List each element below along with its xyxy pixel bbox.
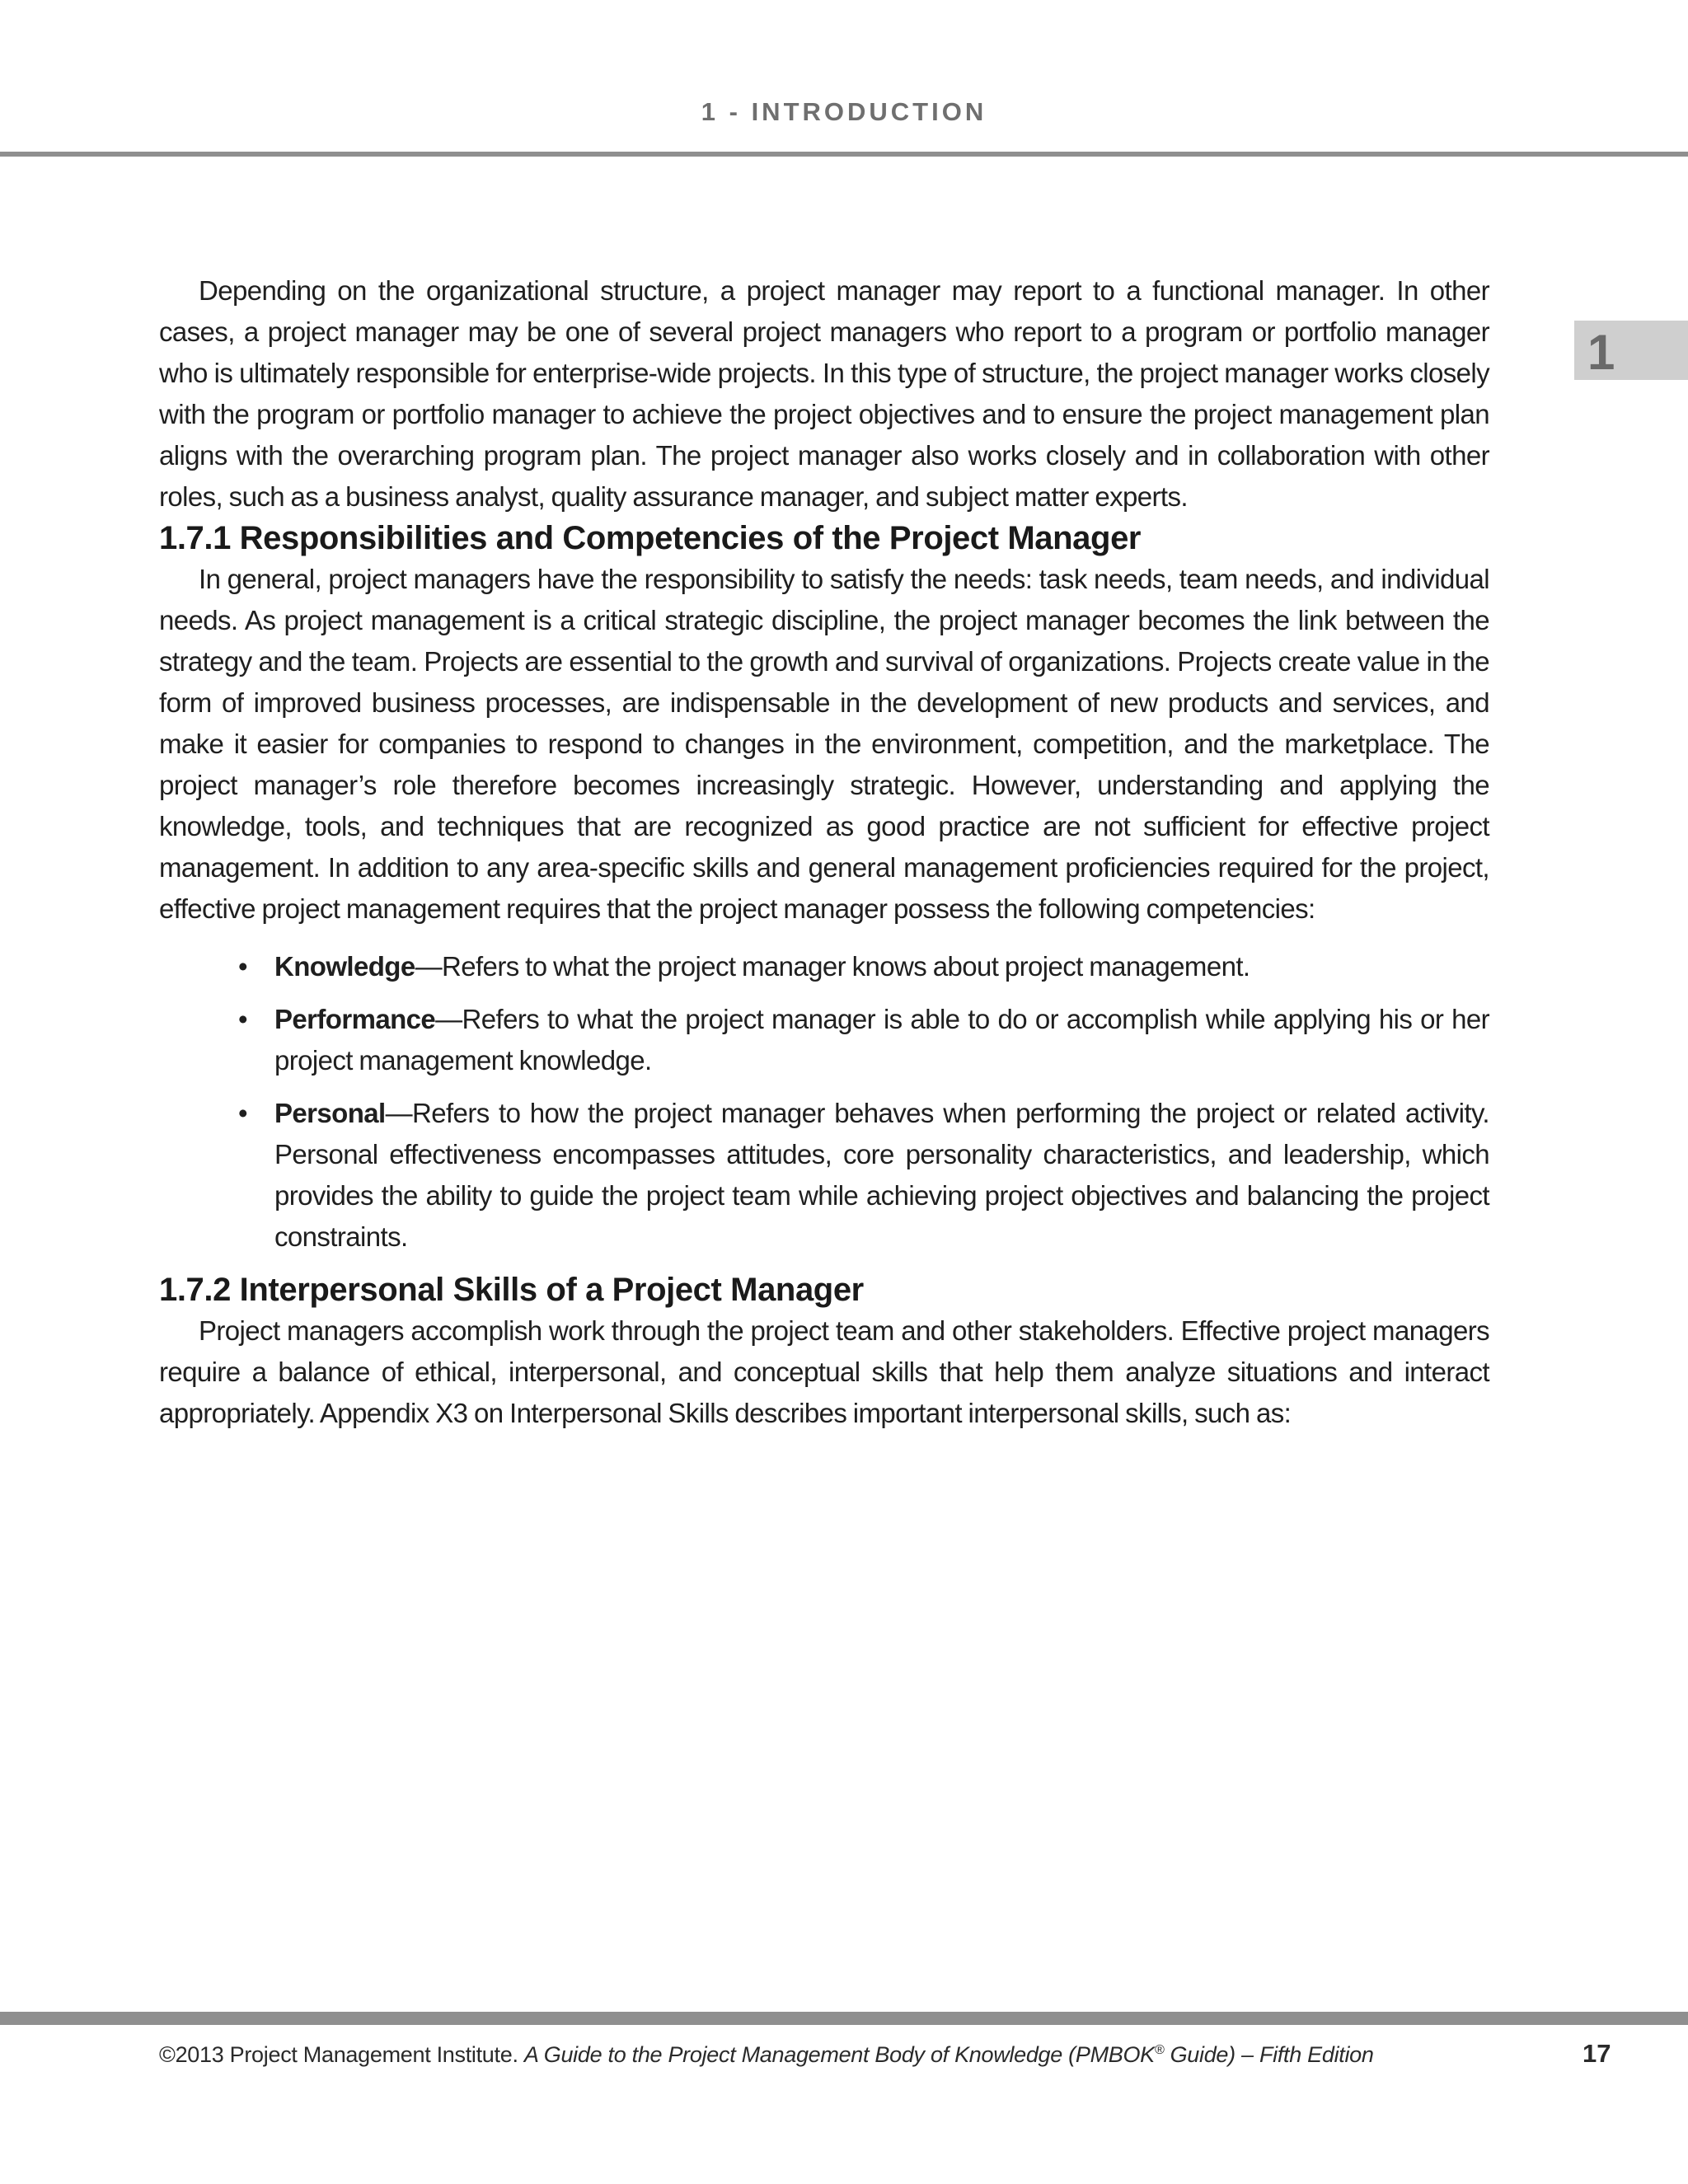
footer-citation xyxy=(159,2042,1374,2068)
bullet-term: Personal xyxy=(274,1098,386,1128)
section-2-paragraph: Project managers accomplish work through the project team and other stakeholders. Effective project managers require a balance of ethical, interpersonal, and conceptual skills that help them analyze situations and interact appropriately. Appendix X3 on Interpersonal Skills describes important interpersonal skills, such as: xyxy=(159,1315,1489,1428)
bullet-icon: • xyxy=(238,1098,247,1128)
competencies-list xyxy=(159,946,1489,1258)
bullet-text: —Refers to how the project manager behaves when performing the project or related activity. Personal effectiveness encompasses attitudes, core personality characteristics, and leadership, which provides the ability to guide the project team while achieving project objectives and balancing the project constraints. xyxy=(274,1098,1489,1252)
bullet-text: —Refers to what the project manager is able to do or accomplish while applying his or her project management knowledge. xyxy=(274,1004,1489,1076)
bullet-term: Performance xyxy=(274,1004,436,1034)
bullet-icon: • xyxy=(238,1004,247,1034)
running-head: 1 - INTRODUCTION xyxy=(701,97,987,126)
bullet-text: —Refers to what the project manager knows about project management. xyxy=(415,951,1250,982)
bullet-icon: • xyxy=(238,951,247,982)
intro-paragraph: Depending on the organizational structure, a project manager may report to a functional manager. In other cases, a project manager may be one of several project managers who report to a program or portfolio manager who is ultimately responsible for enterprise-wide projects. In this type of structure, the project manager works closely with the program or portfolio manager to achieve the project objectives and to ensure the project management plan aligns with the overarching program plan. The project manager also works closely and in collaboration with other roles, such as a business analyst, quality assurance manager, and subject matter experts. xyxy=(159,275,1489,512)
section-heading-1-7-1: 1.7.1 Responsibilities and Competencies of the Project Manager xyxy=(159,520,1142,556)
footer-copyright: ©2013 Project Management Institute. xyxy=(159,2042,524,2067)
registered-mark: ® xyxy=(1154,2043,1165,2057)
page-content xyxy=(159,270,1489,1434)
section-heading-1-7-2: 1.7.2 Interpersonal Skills of a Project Manager xyxy=(159,1272,864,1308)
bullet-term: Knowledge xyxy=(274,951,415,982)
chapter-tab xyxy=(1574,321,1688,380)
list-item xyxy=(238,946,1489,987)
section-1-paragraph: In general, project managers have the responsibility to satisfy the needs: task needs, team needs, and individual needs. As project management is a critical strategic discipline, the project manager becomes the link between the strategy and the team. Projects are essential to the growth and survival of organizations. Projects create value in the form of improved business processes, are indispensable in the development of new products and services, and make it easier for companies to respond to changes in the environment, competition, and the marketplace. The project manager’s role therefore becomes increasingly strategic. However, understanding and applying the knowledge, tools, and techniques that are recognized as good practice are not sufficient for effective project management. In addition to any area-specific skills and general management proficiencies required for the project, effective project management requires that the project manager possess the following competencies: xyxy=(159,564,1489,924)
list-item xyxy=(238,999,1489,1081)
footer-rule xyxy=(0,2012,1688,2025)
chapter-tab-number: 1 xyxy=(1587,325,1615,380)
header-rule xyxy=(0,152,1688,157)
footer-book-title: A Guide to the Project Management Body of Knowledge (PMBOK® Guide) – Fifth Edition xyxy=(523,2042,1374,2067)
list-item xyxy=(238,1093,1489,1258)
page-number: 17 xyxy=(1582,2039,1611,2068)
